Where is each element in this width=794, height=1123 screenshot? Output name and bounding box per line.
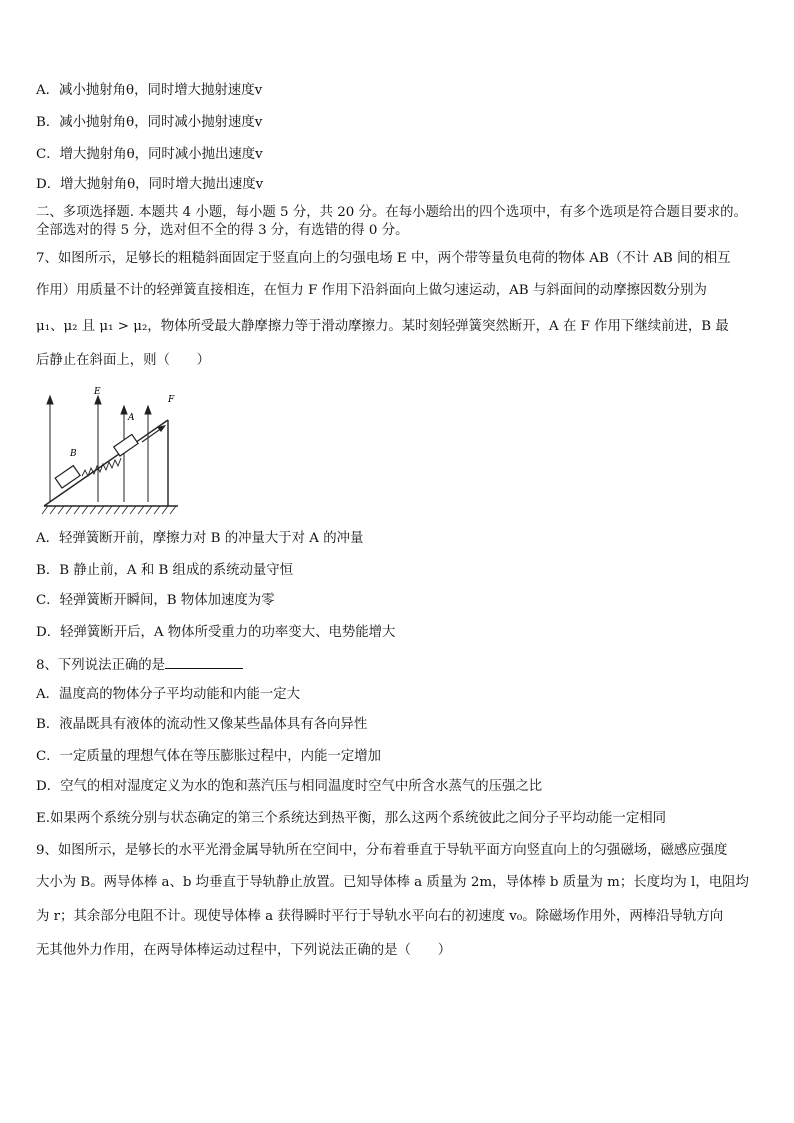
spring — [82, 458, 121, 476]
q7-stem-line1: 7、如图所示，足够长的粗糙斜面固定于竖直向上的匀强电场 E 中，两个带等量负电荷的物体 AB（不计 AB 间的相互 — [36, 251, 731, 266]
label-e: E — [94, 387, 101, 397]
q8-option-e: E.如果两个系统分别与状态确定的第三个系统达到热平衡，那么这两个系统彼此之间分子平均动能一定相同 — [36, 811, 666, 826]
q8-stem — [36, 654, 760, 675]
q7-stem-line4: 后静止在斜面上，则（ ） — [36, 353, 211, 368]
q7-stem-line2: 作用）用质量不计的轻弹簧直接相连，在恒力 F 作用下沿斜面向上做匀速运动，AB 与斜面间的动摩擦因数分别为 — [36, 283, 707, 298]
label-a: A — [128, 413, 135, 423]
q6-option-b: B．减小抛射角θ，同时减小抛射速度v — [36, 115, 263, 130]
ground-hatching — [42, 506, 176, 514]
q6-option-c: C．增大抛射角θ，同时减小抛出速度v — [36, 147, 263, 162]
q7-stem-line3: μ₁、μ₂ 且 μ₁ > μ₂，物体所受最大静摩擦力等于滑动摩擦力。某时刻轻弹簧突然断开，A 在 F 作用下继续前进，B 最 — [36, 319, 729, 334]
answer-blank — [165, 654, 243, 669]
q8-option-a: A．温度高的物体分子平均动能和内能一定大 — [36, 687, 301, 702]
q9-stem-line1: 9、如图所示，是够长的水平光滑金属导轨所在空间中，分布着垂直于导轨平面方向竖直向上的匀强磁场，磁感应强度 — [36, 843, 728, 858]
q9-stem-line4: 无其他外力作用，在两导体棒运动过程中，下列说法正确的是（ ） — [36, 943, 452, 958]
q9-stem-line3: 为 r；其余部分电阻不计。现使导体棒 a 获得瞬时平行于导轨水平向右的初速度 v₀。除磁场作用外，两棒沿导轨方向 — [36, 909, 724, 924]
label-f: F — [168, 395, 175, 405]
section2-heading-line1: 二、多项选择题. 本题共 4 小题，每小题 5 分，共 20 分。在每小题给出的四个选项中，有多个选项是符合题目要求的。 — [36, 205, 747, 220]
q7-option-d: D．轻弹簧断开后，A 物体所受重力的功率变大、电势能增大 — [36, 625, 396, 640]
q9-stem-line2: 大小为 B。两导体棒 a、b 均垂直于导轨静止放置。已知导体棒 a 质量为 2m，导体棒 b 质量为 m；长度均为 l，电阻均 — [36, 875, 749, 890]
q6-option-a: A．减小抛射角θ，同时增大抛射速度v — [36, 83, 263, 98]
q8-option-b: B．液晶既具有液体的流动性又像某些晶体具有各向异性 — [36, 717, 368, 732]
block-b — [55, 466, 80, 488]
label-b: B — [70, 449, 77, 459]
q7-option-b: B．B 静止前，A 和 B 组成的系统动量守恒 — [36, 563, 294, 578]
force-arrow — [142, 428, 162, 442]
q8-stem-text: 8、下列说法正确的是 — [36, 658, 166, 673]
incline-surface — [44, 420, 168, 506]
incline-spring-figure — [40, 384, 190, 520]
section2-heading-line2: 全部选对的得 5 分，选对但不全的得 3 分，有选错的得 0 分。 — [36, 223, 409, 238]
q7-option-a: A．轻弹簧断开前，摩擦力对 B 的冲量大于对 A 的冲量 — [36, 531, 364, 546]
q8-option-d: D．空气的相对湿度定义为水的饱和蒸汽压与相同温度时空气中所含水蒸气的压强之比 — [36, 779, 543, 794]
block-a — [114, 434, 138, 456]
q8-option-c: C．一定质量的理想气体在等压膨胀过程中，内能一定增加 — [36, 749, 382, 764]
q7-option-c: C．轻弹簧断开瞬间，B 物体加速度为零 — [36, 593, 275, 608]
q6-option-d: D．增大抛射角θ，同时增大抛出速度v — [36, 177, 264, 192]
